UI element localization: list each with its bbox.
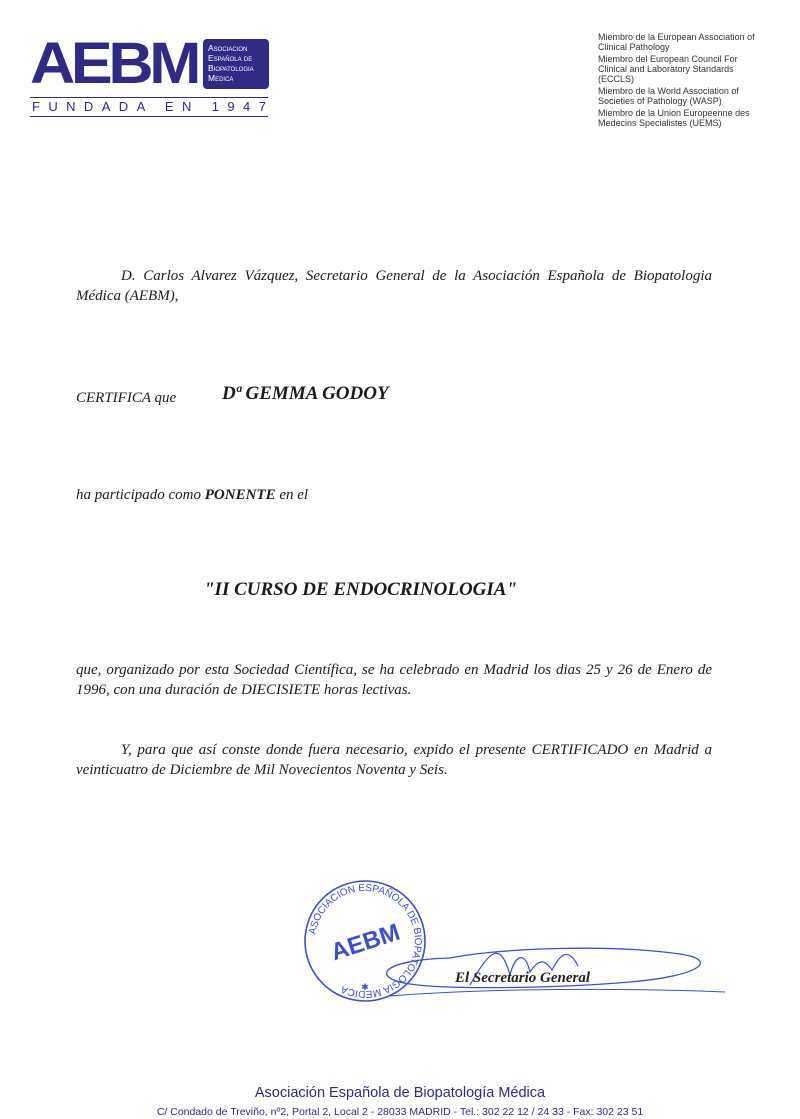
logo-box-line: Asociacion [208, 43, 248, 53]
logo-box-line: Medica [208, 73, 234, 83]
recipient-name: Dª GEMMA GODOY [222, 383, 389, 404]
signature-caption: El Secretario General [455, 970, 590, 986]
aebm-logo [30, 31, 275, 118]
footer-organization: Asociación Española de Biopatología Médica [254, 1085, 546, 1101]
star-icon: ✱ [361, 982, 369, 992]
participation-prefix: ha participado como [76, 487, 201, 503]
logo-box [203, 39, 269, 89]
logo-mark: AEBM [30, 31, 198, 96]
participation-role: PONENTE [204, 487, 276, 503]
closing-paragraph: Y, para que así conste donde fuera necesario, expido el presente CERTIFICADO en Madrid a veinticuatro de Diciembre de Mil Novecientos Noventa y Seis. [76, 742, 712, 778]
details-paragraph: que, organizado por esta Sociedad Científica, se ha celebrado en Madrid los dias 25 y 26 de Enero de 1996, con una duración de DIECISIETE horas lectivas. [76, 662, 712, 698]
membership-item: Miembro del European Council For Clinical and Laboratory Standards (ECCLS) [598, 54, 738, 84]
membership-item: Miembro de la European Association of Clinical Pathology [598, 32, 755, 52]
intro-paragraph: D. Carlos Alvarez Vázquez, Secretario General de la Asociación Española de Biopatologia Médica (AEBM), [76, 268, 712, 304]
course-title: "II CURSO DE ENDOCRINOLOGIA" [204, 579, 518, 600]
stamp-circular-text: ASOCIACION ESPAÑOLA DE BIOPATOLOGIA MEDICA [307, 882, 424, 1000]
certifica-label: CERTIFICA que [76, 390, 177, 406]
logo-rule-top [30, 97, 268, 98]
participation-line [76, 485, 308, 505]
logo-box-line: Española de [208, 53, 253, 63]
membership-item: Miembro de la World Association of Societies of Pathology (WASP) [598, 86, 739, 106]
logo-rule-bottom [30, 116, 268, 117]
participation-suffix: en el [279, 487, 309, 503]
memberships-list [598, 32, 768, 130]
footer-address: C/ Condado de Treviño, nº2, Portal 2, Local 2 - 28033 MADRID - Tel.: 302 22 12 / 24 33 - Fax: 302 23 51 [156, 1106, 644, 1118]
logo-founded: FUNDADA EN 1947 [32, 99, 275, 114]
logo-box-line: Biopatologia [208, 63, 254, 73]
stamp-mark: AEBM [327, 918, 404, 967]
membership-item: Miembro de la Union Europeenne des Medecins Specialistes (UEMS) [598, 108, 750, 128]
